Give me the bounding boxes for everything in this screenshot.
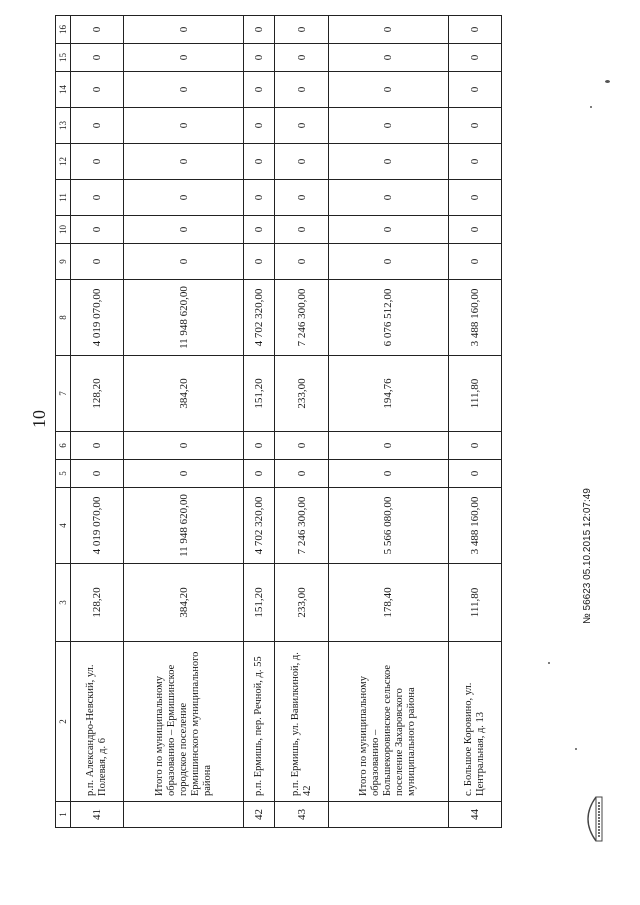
table-row	[275, 16, 328, 828]
value-cell: 0	[124, 108, 244, 144]
column-header-13: 13	[56, 108, 71, 144]
header-row	[56, 16, 71, 828]
value-cell: 0	[244, 180, 275, 216]
table-row	[448, 16, 501, 828]
value-cell: 0	[448, 244, 501, 280]
data-table	[55, 15, 502, 828]
value-cell: 151,20	[244, 564, 275, 642]
row-number-cell: 41	[71, 802, 124, 828]
value-cell: 0	[448, 144, 501, 180]
table-row	[124, 16, 244, 828]
value-cell: 0	[448, 460, 501, 488]
scan-speck	[605, 80, 610, 83]
value-cell: 7 246 300,00	[275, 280, 328, 356]
value-cell: 0	[448, 216, 501, 244]
value-cell: 0	[275, 244, 328, 280]
scan-speck	[548, 662, 550, 664]
column-header-3: 3	[56, 564, 71, 642]
value-cell: 0	[275, 44, 328, 72]
value-cell: 0	[328, 244, 448, 280]
address-cell: с. Большое Коровино, ул. Центральная, д. 13	[448, 642, 501, 802]
value-cell: 3 488 160,00	[448, 280, 501, 356]
value-cell: 6 076 512,00	[328, 280, 448, 356]
address-cell: Итого по муниципальному образованию – Ермишинское городское поселение Ермишинского муниципального района	[124, 642, 244, 802]
value-cell: 233,00	[275, 356, 328, 432]
column-header-15: 15	[56, 44, 71, 72]
value-cell: 178,40	[328, 564, 448, 642]
value-cell: 0	[275, 460, 328, 488]
column-header-14: 14	[56, 72, 71, 108]
value-cell: 0	[244, 244, 275, 280]
value-cell: 128,20	[71, 564, 124, 642]
value-cell: 0	[328, 108, 448, 144]
value-cell: 0	[71, 432, 124, 460]
rotated-table-wrapper	[55, 16, 502, 828]
value-cell: 0	[244, 16, 275, 44]
address-cell: р.п. Ермишь, ул. Вавилкиной, д. 42	[275, 642, 328, 802]
value-cell: 0	[328, 72, 448, 108]
table-row	[244, 16, 275, 828]
registry-logo	[578, 793, 604, 845]
value-cell: 0	[328, 44, 448, 72]
page-number: 10	[29, 410, 49, 428]
value-cell: 0	[244, 72, 275, 108]
value-cell: 151,20	[244, 356, 275, 432]
value-cell: 0	[275, 432, 328, 460]
value-cell: 0	[448, 432, 501, 460]
value-cell: 4 019 070,00	[71, 488, 124, 564]
column-header-11: 11	[56, 180, 71, 216]
value-cell: 0	[124, 432, 244, 460]
table-row	[71, 16, 124, 828]
value-cell: 7 246 300,00	[275, 488, 328, 564]
value-cell: 0	[275, 16, 328, 44]
value-cell: 0	[244, 216, 275, 244]
value-cell: 384,20	[124, 356, 244, 432]
value-cell: 111,80	[448, 564, 501, 642]
value-cell: 0	[244, 108, 275, 144]
value-cell: 0	[328, 216, 448, 244]
column-header-8: 8	[56, 280, 71, 356]
value-cell: 0	[328, 144, 448, 180]
address-cell: р.п. Ермишь, пер. Речной, д. 55	[244, 642, 275, 802]
value-cell: 0	[244, 432, 275, 460]
value-cell: 0	[124, 16, 244, 44]
value-cell: 0	[244, 144, 275, 180]
value-cell: 11 948 620,00	[124, 488, 244, 564]
value-cell: 0	[328, 460, 448, 488]
column-header-2: 2	[56, 642, 71, 802]
value-cell: 194,76	[328, 356, 448, 432]
value-cell: 384,20	[124, 564, 244, 642]
table-row	[328, 16, 448, 828]
value-cell: 0	[124, 244, 244, 280]
value-cell: 0	[275, 144, 328, 180]
column-header-1: 1	[56, 802, 71, 828]
column-header-4: 4	[56, 488, 71, 564]
value-cell: 233,00	[275, 564, 328, 642]
value-cell: 0	[124, 460, 244, 488]
address-cell: р.п. Александро-Невский, ул. Полевая, д. 6	[71, 642, 124, 802]
value-cell: 128,20	[71, 356, 124, 432]
value-cell: 111,80	[448, 356, 501, 432]
value-cell: 0	[275, 180, 328, 216]
value-cell: 3 488 160,00	[448, 488, 501, 564]
value-cell: 4 702 320,00	[244, 280, 275, 356]
value-cell: 0	[275, 216, 328, 244]
value-cell: 11 948 620,00	[124, 280, 244, 356]
registration-stamp: № 56623 05.10.2015 12:07:49	[582, 488, 593, 624]
scan-speck	[590, 106, 592, 108]
row-number-cell	[124, 802, 244, 828]
scan-speck	[575, 748, 577, 750]
value-cell: 0	[124, 144, 244, 180]
column-header-7: 7	[56, 356, 71, 432]
value-cell: 5 566 080,00	[328, 488, 448, 564]
address-cell: Итого по муниципальному образованию – Большекоровинское сельское поселение Захаровского муниципального района	[328, 642, 448, 802]
value-cell: 0	[71, 460, 124, 488]
value-cell: 0	[71, 180, 124, 216]
value-cell: 0	[71, 44, 124, 72]
column-header-12: 12	[56, 144, 71, 180]
value-cell: 0	[328, 432, 448, 460]
value-cell: 0	[448, 72, 501, 108]
value-cell: 0	[275, 72, 328, 108]
row-number-cell: 42	[244, 802, 275, 828]
value-cell: 0	[71, 72, 124, 108]
table-body	[71, 16, 502, 828]
value-cell: 0	[124, 216, 244, 244]
value-cell: 0	[448, 44, 501, 72]
row-number-cell	[328, 802, 448, 828]
value-cell: 0	[124, 44, 244, 72]
column-header-10: 10	[56, 216, 71, 244]
column-header-16: 16	[56, 16, 71, 44]
column-header-5: 5	[56, 460, 71, 488]
column-header-9: 9	[56, 244, 71, 280]
value-cell: 0	[71, 244, 124, 280]
value-cell: 0	[448, 180, 501, 216]
row-number-cell: 43	[275, 802, 328, 828]
value-cell: 0	[71, 144, 124, 180]
value-cell: 4 702 320,00	[244, 488, 275, 564]
value-cell: 0	[448, 16, 501, 44]
value-cell: 0	[71, 216, 124, 244]
value-cell: 0	[124, 72, 244, 108]
value-cell: 0	[448, 108, 501, 144]
value-cell: 4 019 070,00	[71, 280, 124, 356]
column-header-6: 6	[56, 432, 71, 460]
value-cell: 0	[71, 16, 124, 44]
value-cell: 0	[71, 108, 124, 144]
row-number-cell: 44	[448, 802, 501, 828]
value-cell: 0	[328, 180, 448, 216]
value-cell: 0	[124, 180, 244, 216]
value-cell: 0	[244, 460, 275, 488]
value-cell: 0	[328, 16, 448, 44]
value-cell: 0	[275, 108, 328, 144]
value-cell: 0	[244, 44, 275, 72]
